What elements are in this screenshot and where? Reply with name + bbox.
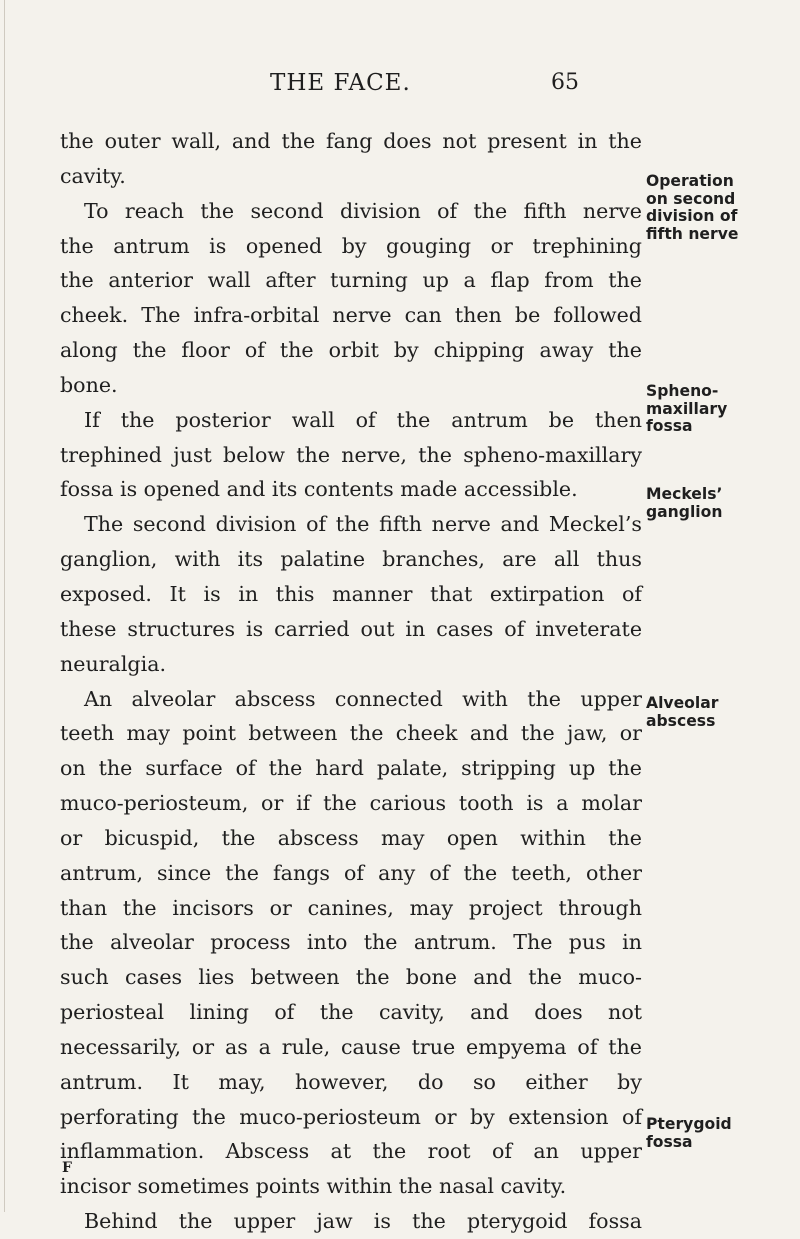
- text-line: the anterior wall after turning up a flap from the: [60, 268, 642, 293]
- sidenote-line: fifth nerve: [646, 224, 739, 243]
- text-line: on the surface of the hard palate, stripping up the: [60, 756, 642, 781]
- text-line: inflammation. Abscess at the root of an upper: [60, 1139, 642, 1164]
- text-line: fossa is opened and its contents made accessible.: [60, 477, 578, 502]
- text-line: incisor sometimes points within the nasal cavity.: [60, 1174, 567, 1199]
- sidenote-operation: [646, 173, 796, 243]
- sidenote-line: Alveolar: [646, 694, 719, 712]
- text-line: along the floor of the orbit by chipping away the: [60, 338, 642, 363]
- text-line: To reach the second division of the fifth nerve: [84, 198, 642, 223]
- text-line: necessarily, or as a rule, cause true empyema of the: [60, 1034, 642, 1059]
- sidenote-alveolar-abscess: [646, 695, 796, 730]
- text-line: antrum. It may, however, do so either by: [60, 1069, 642, 1094]
- sidenote-line: fossa: [646, 417, 693, 435]
- text-line: these structures is carried out in cases of inveterate: [60, 616, 642, 641]
- text-line: perforating the muco-periosteum or by extension of: [60, 1104, 642, 1129]
- text-line: An alveolar abscess connected with the upper: [84, 686, 642, 711]
- text-line: than the incisors or canines, may project through: [60, 895, 642, 920]
- text-line: or bicuspid, the abscess may open within the: [60, 825, 642, 850]
- text-line: the outer wall, and the fang does not present in the: [60, 129, 642, 153]
- sidenote-line: Spheno-: [646, 382, 719, 400]
- text-line: neuralgia.: [60, 651, 167, 676]
- signature-mark: F: [62, 1160, 72, 1176]
- sidenote-spheno-maxillary-fossa: [646, 383, 796, 436]
- sidenote-line: abscess: [646, 711, 716, 730]
- text-line: ganglion, with its palatine branches, are all thus: [60, 547, 642, 572]
- sidenote-line: Meckels’: [646, 485, 723, 503]
- sidenote-line: division of: [646, 207, 738, 225]
- text-line: cavity.: [60, 163, 126, 188]
- text-line: The second division of the fifth nerve and Meckel’s: [84, 512, 642, 537]
- text-line: If the posterior wall of the antrum be then: [84, 407, 642, 432]
- text-line: bone.: [60, 372, 118, 397]
- running-title: THE FACE.: [270, 70, 411, 96]
- text-line: muco-periosteum, or if the carious tooth is a molar: [60, 791, 642, 816]
- text-line: exposed. It is in this manner that extirpation of: [60, 581, 642, 606]
- sidenote-meckels-ganglion: [646, 486, 796, 521]
- text-line: trephined just below the nerve, the spheno-maxillary: [60, 442, 642, 467]
- sidenote-line: ganglion: [646, 502, 723, 521]
- text-line: the alveolar process into the antrum. The pus in: [60, 930, 642, 955]
- text-line: such cases lies between the bone and the muco-: [60, 965, 642, 990]
- page-number: 65: [551, 70, 579, 95]
- text-line: teeth may point between the cheek and the jaw, or: [60, 721, 642, 746]
- sidenote-pterygoid-fossa: [646, 1116, 796, 1151]
- page-edge-line: [4, 0, 5, 1212]
- sidenote-line: fossa: [646, 1132, 693, 1151]
- body-text: [60, 124, 642, 1239]
- text-line: Behind the upper jaw is the pterygoid fossa: [84, 1209, 642, 1234]
- text-line: the antrum is opened by gouging or trephining: [60, 233, 642, 258]
- text-line: periosteal lining of the cavity, and does not: [60, 1000, 642, 1025]
- sidenote-line: Pterygoid: [646, 1115, 732, 1133]
- sidenote-line: maxillary: [646, 399, 728, 418]
- text-line: antrum, since the fangs of any of the teeth, other: [60, 860, 642, 885]
- text-line: cheek. The infra-orbital nerve can then be followed: [60, 303, 642, 328]
- sidenote-line: on second: [646, 189, 736, 208]
- sidenote-line: Operation: [646, 172, 734, 190]
